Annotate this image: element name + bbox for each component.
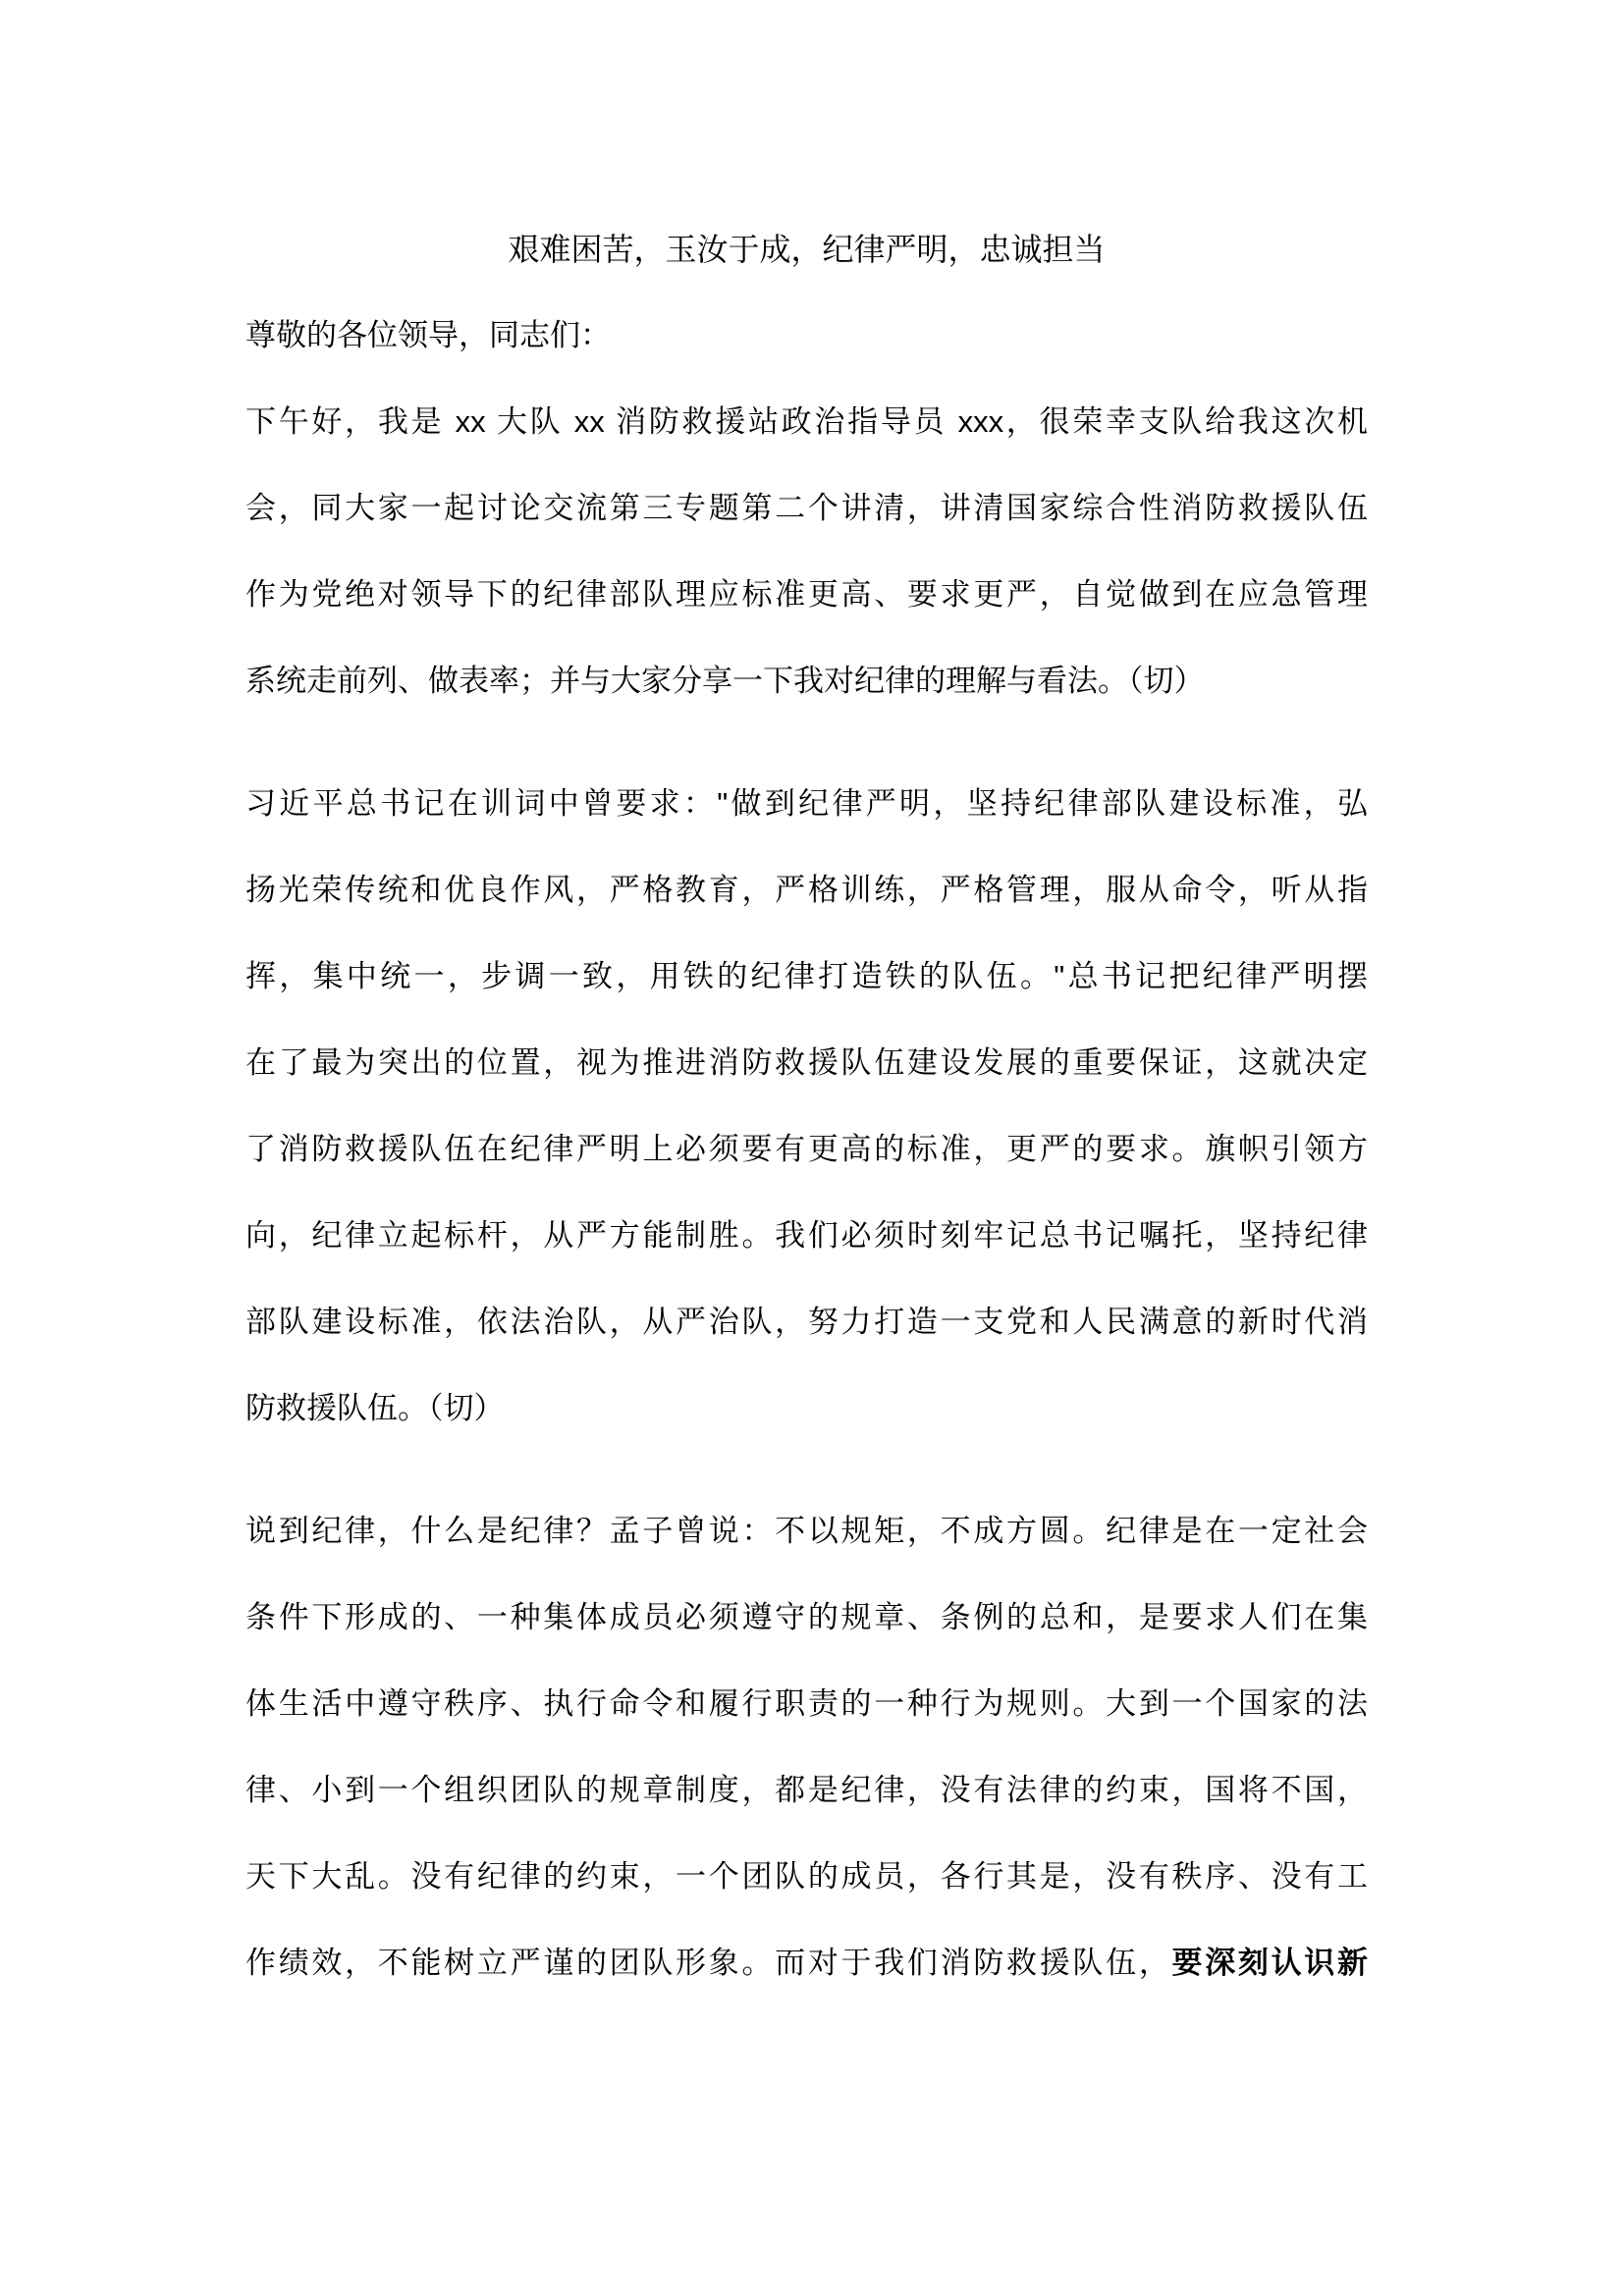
text-run: 会，同大家一起讨论交流第三专题第二个讲清，讲清国家综合性消防救援队伍 (245, 491, 1368, 525)
text-run: 扬光荣传统和优良作风，严格教育，严格训练，严格管理，服从命令，听从指 (245, 873, 1368, 907)
paragraph (245, 293, 1368, 379)
text-run: 体生活中遵守秩序、执行命令和履行职责的一种行为规则。大到一个国家的法 (245, 1686, 1368, 1721)
text-line (245, 1747, 1368, 1834)
text-run: 律、小到一个组织团队的规章制度，都是纪律，没有法律的约束，国将不国， (245, 1773, 1368, 1807)
text-line (245, 465, 1368, 552)
text-run: 防救援队伍。（切） (245, 1391, 505, 1425)
text-run: 尊敬的各位领导，同志们： (245, 318, 611, 352)
text-line (245, 1020, 1368, 1106)
document-body (245, 293, 1368, 2006)
text-line (245, 379, 1368, 465)
text-run: 系统走前列、做表率；并与大家分享一下我对纪律的理解与看法。（切） (245, 664, 1205, 698)
text-line (245, 638, 1368, 724)
text-run: 条件下形成的、一种集体成员必须遵守的规章、条例的总和，是要求人们在集 (245, 1600, 1368, 1634)
text-line (245, 1365, 1368, 1452)
text-run: 在了最为突出的位置，视为推进消防救援队伍建设发展的重要保证，这就决定 (245, 1045, 1368, 1080)
text-line (245, 1834, 1368, 1920)
text-run: 下午好，我是 xx 大队 xx 消防救援站政治指导员 xxx，很荣幸支队给我这次机 (245, 404, 1368, 439)
text-line (245, 1106, 1368, 1193)
text-run: 天下大乱。没有纪律的约束，一个团队的成员，各行其是，没有秩序、没有工 (245, 1859, 1368, 1894)
text-run: 部队建设标准，依法治队，从严治队，努力打造一支党和人民满意的新时代消 (245, 1305, 1368, 1339)
text-run: 向，纪律立起标杆，从严方能制胜。我们必须时刻牢记总书记嘱托，坚持纪律 (245, 1218, 1368, 1253)
text-run: 习近平总书记在训词中曾要求："做到纪律严明，坚持纪律部队建设标准，弘 (245, 786, 1368, 821)
text-line (245, 552, 1368, 638)
paragraph (245, 379, 1368, 724)
text-line (245, 761, 1368, 847)
text-run: 作为党绝对领导下的纪律部队理应标准更高、要求更严，自觉做到在应急管理 (245, 577, 1368, 612)
paragraph (245, 761, 1368, 1452)
text-run: 作绩效，不能树立严谨的团队形象。而对于我们消防救援队伍， (245, 1946, 1172, 1980)
text-run: 挥，集中统一，步调一致，用铁的纪律打造铁的队伍。"总书记把纪律严明摆 (245, 959, 1368, 993)
text-run: 了消防救援队伍在纪律严明上必须要有更高的标准，更严的要求。旗帜引领方 (245, 1132, 1368, 1166)
text-run: 说到纪律，什么是纪律？孟子曾说：不以规矩，不成方圆。纪律是在一定社会 (245, 1514, 1368, 1548)
text-line (245, 1279, 1368, 1365)
text-line (245, 1661, 1368, 1747)
text-line (245, 293, 1368, 379)
text-line (245, 1575, 1368, 1661)
bold-text-run: 要深刻认识新 (1171, 1946, 1368, 1980)
text-line (245, 934, 1368, 1020)
text-line (245, 847, 1368, 934)
document-title: 艰难困苦，玉汝于成，纪律严明，忠诚担当 (508, 232, 1106, 267)
text-line (245, 1193, 1368, 1279)
text-line (245, 1488, 1368, 1575)
paragraph (245, 1488, 1368, 2006)
text-line (245, 1920, 1368, 2006)
